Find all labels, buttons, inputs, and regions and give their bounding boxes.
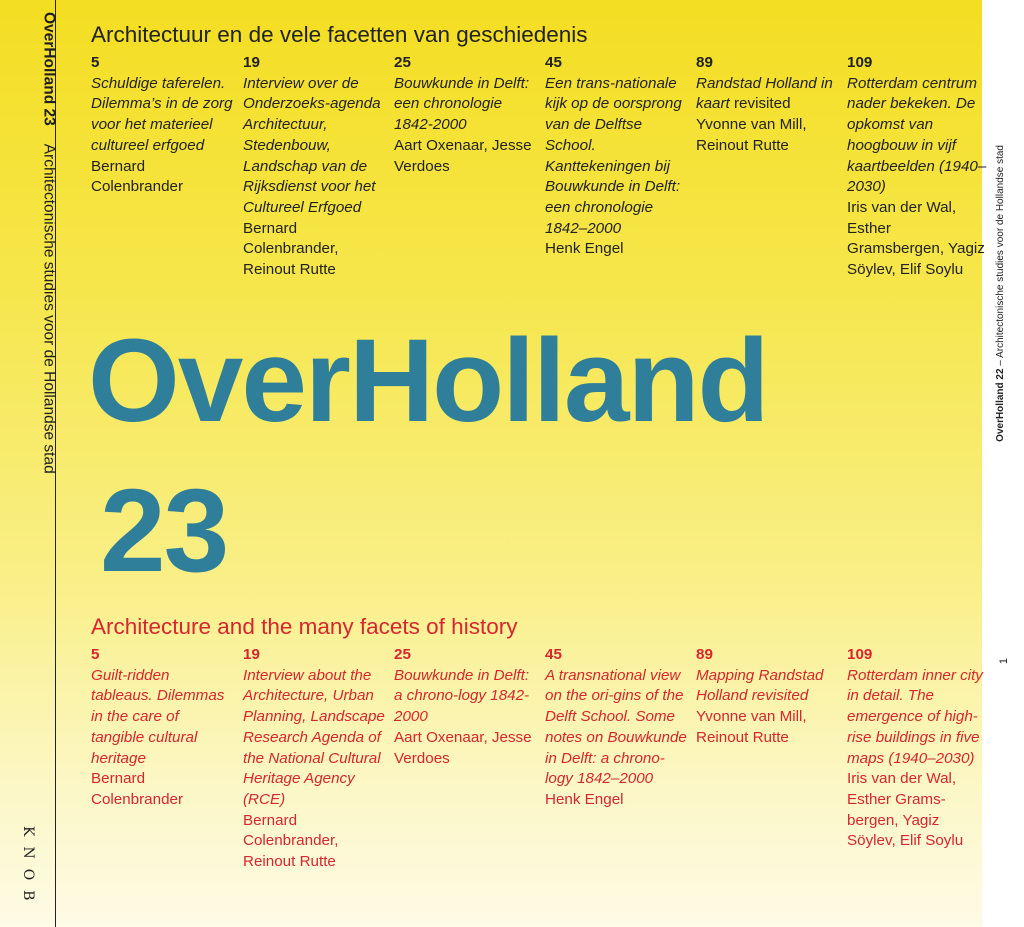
article-authors: Iris van der Wal, Esther Gramsbergen, Yagiz Söylev, Elif Soylu: [847, 198, 985, 279]
article-en-2: [243, 645, 385, 873]
article-title: Rotterdam inner city in detail. The emergence of high-rise buildings in five maps (1940–2030): [847, 666, 983, 767]
article-authors: Bernard Colenbrander, Reinout Rutte: [243, 811, 339, 871]
article-en-3: [394, 645, 536, 769]
article-page: 89: [696, 646, 713, 663]
article-page: 109: [847, 646, 873, 663]
dutch-heading: Architectuur en de vele facetten van geschiedenis: [91, 22, 588, 47]
article-title: Interview about the Architecture, Urban Planning, Landscape Research Agenda of the National Cultural Heritage Agency (RCE): [243, 666, 385, 808]
article-authors: Henk Engel: [545, 240, 624, 258]
article-authors: Henk Engel: [545, 790, 624, 808]
article-nl-5: [696, 53, 838, 157]
article-page: 45: [545, 646, 562, 663]
back-spine-subtitle: – Architectonische studies voor de Hollandse stad: [995, 145, 1006, 369]
article-page: 19: [243, 54, 260, 71]
article-nl-1: [91, 53, 233, 198]
article-en-6: [847, 645, 989, 852]
article-page: 109: [847, 54, 873, 71]
publisher-logo: KNOB: [20, 826, 36, 911]
english-heading: Architecture and the many facets of history: [91, 614, 518, 639]
article-page: 5: [91, 54, 100, 71]
article-page: 5: [91, 646, 100, 663]
article-page: 19: [243, 646, 260, 663]
article-authors: Bernard Colenbrander: [91, 157, 184, 196]
article-en-5: [696, 645, 838, 749]
article-authors: Aart Oxenaar, Jesse Verdoes: [394, 136, 532, 175]
article-title: Bouwkunde in Delft: een chronologie 1842-2000: [394, 74, 530, 134]
spine-subtitle: Architectonische studies voor de Hollandse stad: [40, 143, 58, 474]
article-en-1: [91, 645, 233, 811]
page-number: 1: [998, 658, 1010, 665]
article-authors: Bernard Colenbrander, Reinout Rutte: [243, 219, 339, 279]
article-title: Bouwkunde in Delft: a chrono-logy 1842-2000: [394, 666, 530, 726]
article-page: 45: [545, 54, 562, 71]
article-authors: Yvonne van Mill, Reinout Rutte: [696, 116, 807, 154]
article-page: 89: [696, 54, 713, 71]
spine-title-text: OverHolland 23: [40, 12, 58, 126]
article-authors: Iris van der Wal, Esther Grams-bergen, Yagiz Söylev, Elif Soylu: [847, 770, 964, 850]
article-title: Mapping Randstad Holland revisited: [696, 666, 824, 705]
article-title: Een trans-nationale kijk op de oorsprong van de Delftse School. Kanttekeningen bij Bouwkunde in Delft: een chronologie 1842–2000: [545, 74, 682, 237]
article-page: 25: [394, 646, 411, 663]
magazine-title: OverHolland: [88, 315, 768, 447]
article-authors: Yvonne van Mill, Reinout Rutte: [696, 708, 807, 746]
article-nl-3: [394, 53, 536, 177]
spine-title: [41, 12, 57, 474]
article-title: Interview over de Onderzoeks-agenda Architectuur, Stedenbouw, Landschap van de Rijksdienst voor het Cultureel Erfgoed: [243, 74, 381, 216]
article-nl-6: [847, 53, 989, 281]
article-title: A transnational view on the ori-gins of the Delft School. Some notes on Bouwkunde in Delft: a chrono-logy 1842–2000: [545, 666, 687, 788]
back-spine-text: [995, 145, 1006, 442]
back-spine-title: OverHolland 22: [995, 368, 1006, 442]
article-nl-4: [545, 53, 687, 260]
article-page: 25: [394, 54, 411, 71]
article-title: Guilt-ridden tableaus. Dilemmas in the care of tangible cultural heritage: [91, 666, 225, 767]
article-title: Schuldige taferelen. Dilemma’s in de zorg voor het materieel cultureel erfgoed: [91, 74, 233, 154]
issue-number: 23: [100, 465, 228, 597]
article-nl-2: [243, 53, 385, 281]
article-authors: Bernard Colenbrander: [91, 770, 184, 808]
article-title: Randstad Holland in kaart revisited: [696, 74, 833, 113]
article-en-4: [545, 645, 687, 811]
article-title: Rotterdam centrum nader bekeken. De opkomst van hoogbouw in vijf kaartbeelden (1940–2030): [847, 74, 987, 196]
article-authors: Aart Oxenaar, Jesse Verdoes: [394, 728, 532, 767]
spine: [0, 0, 56, 927]
